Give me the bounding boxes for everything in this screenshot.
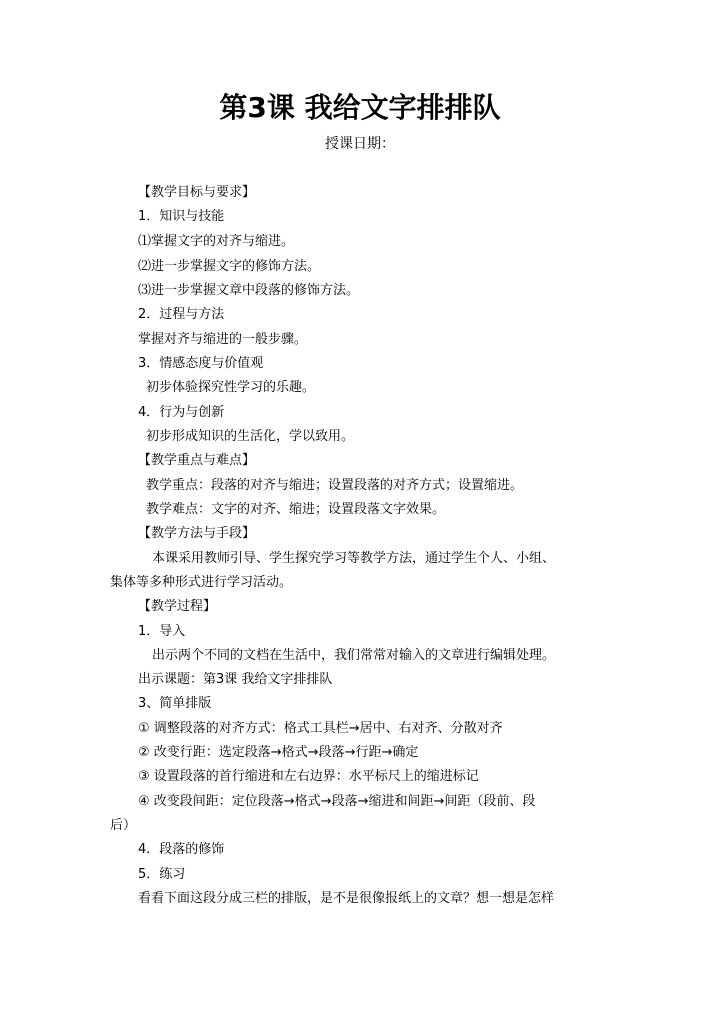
paragraph: 集体等多种形式进行学习活动。 xyxy=(110,575,293,590)
lesson-date-label: 授课日期： xyxy=(325,136,395,152)
list-item: 2．过程与方法 xyxy=(138,307,225,322)
list-item: 1．导入 xyxy=(138,624,186,639)
paragraph: 教学难点：文字的对齐、缩进；设置段落文字效果。 xyxy=(146,502,446,517)
list-item: 4．段落的修饰 xyxy=(138,842,225,857)
section-heading-goals: 【教学目标与要求】 xyxy=(138,185,256,200)
paragraph: 出示两个不同的文档在生活中，我们常常对输入的文章进行编辑处理。 xyxy=(152,648,556,663)
list-item: 3、简单排版 xyxy=(138,696,212,711)
paragraph: 掌握对齐与缩进的一般步骤。 xyxy=(138,332,308,347)
paragraph: 看看下面这段分成三栏的排版，是不是很像报纸上的文章？想一想是怎样 xyxy=(138,891,555,906)
section-heading-methods: 【教学方法与手段】 xyxy=(138,526,256,541)
paragraph: 初步体验探究性学习的乐趣。 xyxy=(146,380,316,395)
paragraph: 教学重点：段落的对齐与缩进；设置段落的对齐方式；设置缩进。 xyxy=(146,478,524,493)
paragraph: 初步形成知识的生活化，学以致用。 xyxy=(146,429,355,444)
list-item: ③ 设置段落的首行缩进和左右边界：水平标尺上的缩进标记 xyxy=(138,769,479,784)
section-heading-key-points: 【教学重点与难点】 xyxy=(138,453,256,468)
list-item: 4．行为与创新 xyxy=(138,405,225,420)
list-item: ① 调整段落的对齐方式：格式工具栏→居中、右对齐、分散对齐 xyxy=(138,721,503,736)
paragraph: 本课采用教师引导、学生探究学习等教学方法，通过学生个人、小组、 xyxy=(152,551,556,566)
section-heading-process: 【教学过程】 xyxy=(138,599,217,614)
list-item: ⑴掌握文字的对齐与缩进。 xyxy=(138,234,295,249)
paragraph: 出示课题：第3课 我给文字排排队 xyxy=(138,672,333,687)
list-item: ② 改变行距：选定段落→格式→段落→行距→确定 xyxy=(138,745,419,760)
list-item: 3．情感态度与价值观 xyxy=(138,356,264,371)
list-item: 1．知识与技能 xyxy=(138,209,225,224)
paragraph: 后） xyxy=(110,818,137,833)
list-item: ⑵进一步掌握文字的修饰方法。 xyxy=(138,259,321,274)
list-item: ⑶进一步掌握文章中段落的修饰方法。 xyxy=(138,283,360,298)
list-item: ④ 改变段间距：定位段落→格式→段落→缩进和间距→间距（段前、段 xyxy=(138,794,536,809)
page-title: 第3课 我给文字排排队 xyxy=(219,91,501,124)
list-item: 5．练习 xyxy=(138,867,186,882)
